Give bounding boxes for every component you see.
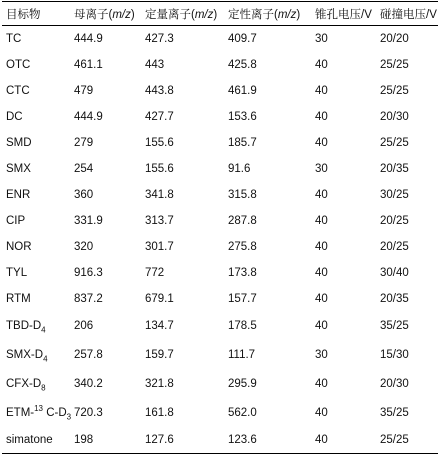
qual-ion-cell: 409.7: [228, 32, 257, 45]
target-cell: RTM: [6, 292, 31, 305]
header-quant-ion: [141, 2, 224, 26]
parent-ion-cell: 206: [74, 320, 94, 332]
collision-voltage-cell: 20/35: [380, 162, 409, 175]
target-cell: CIP: [6, 214, 26, 227]
parent-ion-cell: 254: [74, 162, 94, 175]
collision-voltage-cell: 20/30: [380, 378, 409, 390]
qual-ion-cell: 275.8: [228, 240, 257, 253]
target-text: C-D: [43, 407, 67, 419]
target-cell: [2, 312, 70, 341]
cone-voltage-cell: 40: [315, 214, 328, 227]
collision-voltage-cell: 20/30: [380, 110, 409, 123]
target-cell: [2, 341, 70, 370]
cone-voltage-cell: 40: [315, 378, 328, 390]
quant-ion-cell: 321.8: [145, 378, 174, 390]
table-row: [2, 341, 438, 370]
collision-voltage-cell: 35/25: [380, 320, 409, 332]
header-quant-close: ): [213, 8, 218, 21]
target-cell: [2, 399, 70, 428]
cone-voltage-cell: 40: [315, 188, 328, 201]
quant-ion-cell: 341.8: [145, 188, 174, 201]
quant-ion-cell: 301.7: [145, 240, 174, 253]
collision-voltage-cell: 15/30: [380, 349, 409, 361]
cone-voltage-cell: 40: [315, 58, 328, 71]
parent-ion-cell: 479: [74, 84, 94, 97]
quant-ion-cell: 161.8: [145, 407, 174, 419]
target-subscript: 3: [66, 412, 72, 422]
qual-ion-cell: 111.7: [228, 349, 256, 361]
header-qual-close: ): [296, 8, 301, 21]
parent-ion-cell: 444.9: [74, 32, 103, 45]
cone-voltage-cell: 40: [315, 407, 328, 419]
cone-voltage-cell: 40: [315, 292, 328, 305]
header-quant-unit: m/z: [194, 8, 214, 21]
cone-voltage-cell: 40: [315, 84, 328, 97]
table-row: [2, 156, 438, 182]
table-row: [2, 399, 438, 428]
table-row: [2, 208, 438, 234]
collision-voltage-cell: 25/25: [380, 84, 409, 97]
quant-ion-cell: 427.3: [145, 32, 174, 45]
collision-voltage-cell: 30/40: [380, 266, 409, 279]
collision-voltage-cell: 20/20: [380, 32, 409, 45]
target-text: CFX-D: [6, 378, 42, 390]
collision-voltage-cell: 20/25: [380, 240, 409, 253]
target-text: TBD-D: [6, 320, 42, 332]
cone-voltage-cell: 40: [315, 434, 328, 447]
parent-ion-cell: 279: [74, 136, 94, 149]
target-cell: simatone: [6, 434, 53, 447]
header-qual-unit: m/z: [277, 8, 297, 21]
quant-ion-cell: 443: [145, 58, 165, 71]
target-cell: SMX: [6, 162, 31, 175]
collision-voltage-cell: 20/35: [380, 292, 409, 305]
quant-ion-cell: 155.6: [145, 136, 174, 149]
header-qual-text: 定性离子(: [228, 8, 278, 21]
quant-ion-cell: 427.7: [145, 110, 174, 123]
table-row: [2, 130, 438, 156]
parent-ion-cell: 916.3: [74, 266, 103, 279]
target-cell: TC: [6, 32, 22, 45]
parent-ion-cell: 320: [74, 240, 94, 253]
collision-voltage-cell: 20/25: [380, 214, 409, 227]
parent-ion-cell: 461.1: [74, 58, 103, 71]
cone-voltage-cell: 30: [315, 32, 328, 45]
table-row: [2, 428, 438, 454]
parent-ion-cell: 837.2: [74, 292, 103, 305]
qual-ion-cell: 185.7: [228, 136, 257, 149]
quant-ion-cell: 772: [145, 266, 165, 279]
cone-voltage-cell: 40: [315, 320, 328, 332]
target-cell: TYL: [6, 266, 28, 279]
table-body: [2, 26, 438, 454]
qual-ion-cell: 562.0: [228, 407, 257, 419]
target-superscript: 13: [34, 404, 44, 414]
target-cell: [2, 370, 70, 399]
header-parent-unit: m/z: [112, 8, 131, 21]
header-row: [2, 2, 438, 26]
quant-ion-cell: 134.7: [145, 320, 174, 332]
qual-ion-cell: 178.5: [228, 320, 257, 332]
parent-ion-cell: 257.8: [74, 349, 103, 361]
qual-ion-cell: 173.8: [228, 266, 257, 279]
parent-ion-cell: 360: [74, 188, 94, 201]
target-subscript: 4: [43, 354, 48, 364]
qual-ion-cell: 153.6: [228, 110, 257, 123]
table-row: [2, 104, 438, 130]
parent-ion-cell: 198: [74, 434, 94, 447]
target-cell: DC: [6, 110, 23, 123]
target-subscript: 4: [41, 325, 46, 335]
parent-ion-cell: 331.9: [74, 214, 103, 227]
parent-ion-cell: 340.2: [74, 378, 103, 390]
ion-parameter-table: [2, 1, 438, 454]
table-row: [2, 260, 438, 286]
table-row: [2, 286, 438, 312]
cone-voltage-cell: 30: [315, 162, 328, 175]
qual-ion-cell: 425.8: [228, 58, 257, 71]
header-qual-ion: [224, 2, 311, 26]
header-collision-voltage: 碰撞电压/V: [380, 8, 437, 21]
quant-ion-cell: 159.7: [145, 349, 174, 361]
target-cell: OTC: [6, 58, 31, 71]
header-parent-ion: [70, 2, 141, 26]
quant-ion-cell: 679.1: [145, 292, 174, 305]
header-parent-close: ): [130, 8, 135, 21]
quant-ion-cell: 127.6: [145, 434, 174, 447]
collision-voltage-cell: 25/25: [380, 58, 409, 71]
table-header: [2, 2, 438, 26]
qual-ion-cell: 315.8: [228, 188, 257, 201]
quant-ion-cell: 155.6: [145, 162, 174, 175]
target-cell: CTC: [6, 84, 30, 97]
quant-ion-cell: 443.8: [145, 84, 174, 97]
table-row: [2, 182, 438, 208]
qual-ion-cell: 123.6: [228, 434, 257, 447]
header-target: 目标物: [6, 8, 41, 21]
target-cell: NOR: [6, 240, 32, 253]
qual-ion-cell: 461.9: [228, 84, 257, 97]
table-row: [2, 78, 438, 104]
header-parent-text: 母离子(: [74, 8, 113, 21]
table-row: [2, 234, 438, 260]
header-cone-voltage: 锥孔电压/V: [315, 8, 372, 21]
quant-ion-cell: 313.7: [145, 214, 174, 227]
target-subscript: 8: [41, 383, 46, 393]
collision-voltage-cell: 25/25: [380, 136, 409, 149]
target-cell: SMD: [6, 136, 32, 149]
cone-voltage-cell: 40: [315, 136, 328, 149]
target-text: ETM-: [6, 407, 35, 419]
collision-voltage-cell: 25/25: [380, 434, 409, 447]
parent-ion-cell: 444.9: [74, 110, 103, 123]
qual-ion-cell: 287.8: [228, 214, 257, 227]
target-text: SMX-D: [6, 349, 44, 361]
cone-voltage-cell: 40: [315, 266, 328, 279]
table-row: [2, 312, 438, 341]
target-cell: ENR: [6, 188, 31, 201]
header-quant-text: 定量离子(: [145, 8, 195, 21]
qual-ion-cell: 157.7: [228, 292, 257, 305]
qual-ion-cell: 91.6: [228, 162, 251, 175]
cone-voltage-cell: 40: [315, 240, 328, 253]
collision-voltage-cell: 35/25: [380, 407, 409, 419]
table-row: [2, 370, 438, 399]
parent-ion-cell: 720.3: [74, 407, 103, 419]
collision-voltage-cell: 30/25: [380, 188, 409, 201]
table-row: [2, 26, 438, 52]
qual-ion-cell: 295.9: [228, 378, 257, 390]
table-row: [2, 52, 438, 78]
cone-voltage-cell: 40: [315, 110, 328, 123]
cone-voltage-cell: 30: [315, 349, 328, 361]
